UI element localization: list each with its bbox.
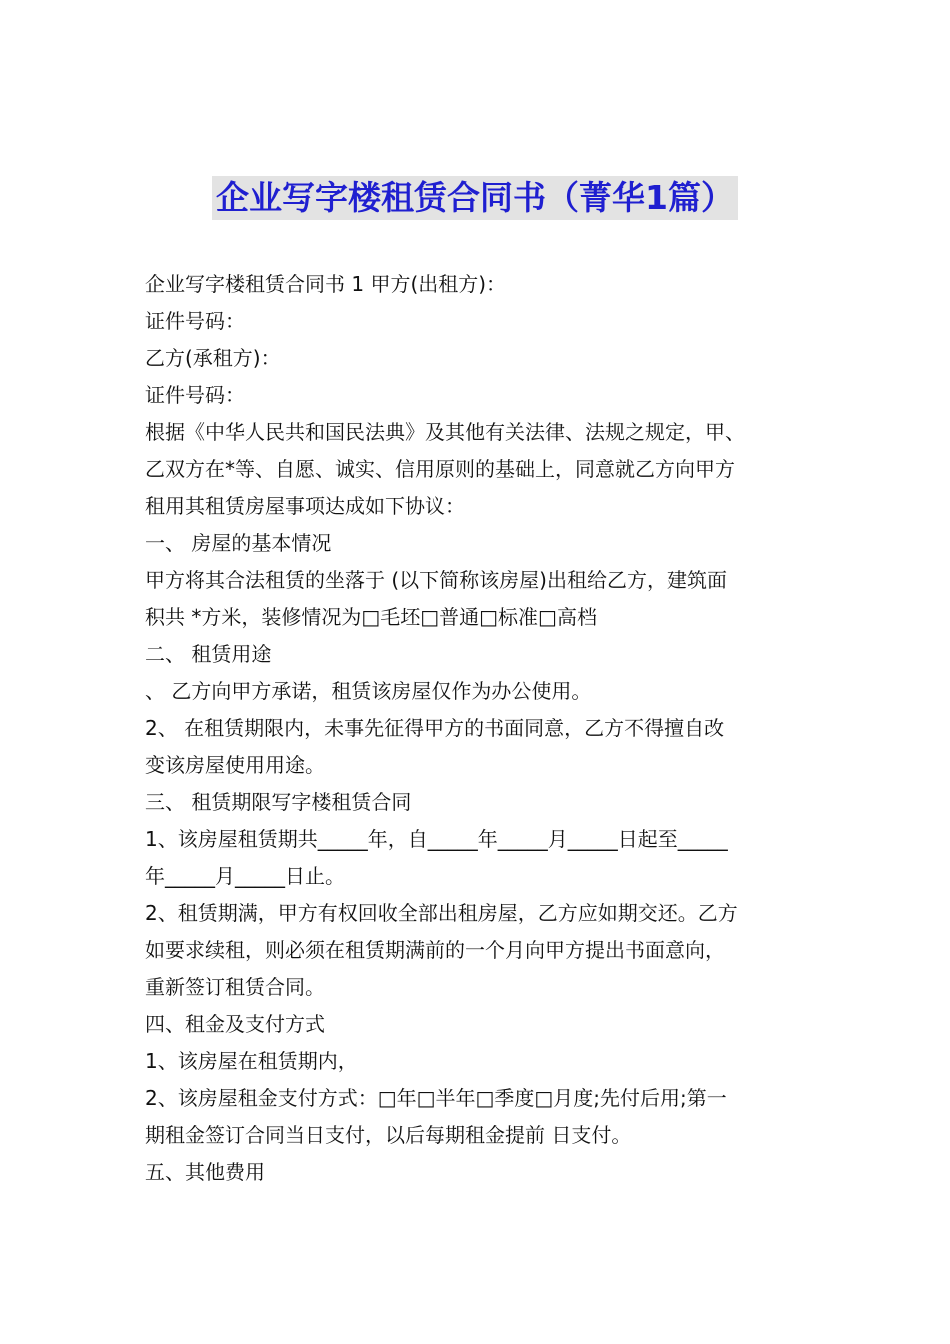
clause-line: 2、该房屋租金支付方式：□年□半年□季度□月度;先付后用;第一 bbox=[145, 1086, 727, 1110]
section-heading: 五、其他费用 bbox=[145, 1160, 265, 1184]
clause-line: 年_____月_____日止。 bbox=[145, 864, 345, 888]
clause-line: 积共 *方米，装修情况为□毛坯□普通□标准□高档 bbox=[145, 605, 597, 629]
party-b-id-line: 证件号码： bbox=[145, 383, 245, 407]
clause-line: 、 乙方向甲方承诺，租赁该房屋仅作为办公使用。 bbox=[145, 679, 592, 703]
clause-line: 如要求续租，则必须在租赁期满前的一个月向甲方提出书面意向， bbox=[145, 938, 725, 962]
clause-line: 2、租赁期满，甲方有权回收全部出租房屋，乙方应如期交还。乙方 bbox=[145, 901, 738, 925]
party-a-line: 企业写字楼租赁合同书 1 甲方(出租方)： bbox=[145, 272, 507, 296]
document-title-text: 企业写字楼租赁合同书（菁华1篇） bbox=[212, 176, 738, 220]
preamble-line: 租用其租赁房屋事项达成如下协议： bbox=[145, 494, 465, 518]
clause-line: 甲方将其合法租赁的坐落于 (以下简称该房屋)出租给乙方，建筑面 bbox=[145, 568, 727, 592]
preamble-line: 根据《中华人民共和国民法典》及其他有关法律、法规之规定，甲、 bbox=[145, 420, 745, 444]
party-a-id-line: 证件号码： bbox=[145, 309, 245, 333]
preamble-line: 乙双方在*等、自愿、诚实、信用原则的基础上，同意就乙方向甲方 bbox=[145, 457, 735, 481]
document-title bbox=[0, 176, 950, 220]
section-heading: 三、 租赁期限写字楼租赁合同 bbox=[145, 790, 412, 814]
party-b-line: 乙方(承租方)： bbox=[145, 346, 281, 370]
clause-line: 期租金签订合同当日支付，以后每期租金提前 日支付。 bbox=[145, 1123, 632, 1147]
section-heading: 二、 租赁用途 bbox=[145, 642, 272, 666]
clause-line: 2、 在租赁期限内，未事先征得甲方的书面同意，乙方不得擅自改 bbox=[145, 716, 725, 740]
section-heading: 一、 房屋的基本情况 bbox=[145, 531, 332, 555]
document-body bbox=[145, 266, 815, 1191]
clause-line: 变该房屋使用用途。 bbox=[145, 753, 325, 777]
clause-line: 1、该房屋在租赁期内， bbox=[145, 1049, 358, 1073]
clause-line: 1、该房屋租赁期共_____年，自_____年_____月_____日起至_____ bbox=[145, 827, 728, 851]
section-heading: 四、租金及支付方式 bbox=[145, 1012, 325, 1036]
clause-line: 重新签订租赁合同。 bbox=[145, 975, 325, 999]
